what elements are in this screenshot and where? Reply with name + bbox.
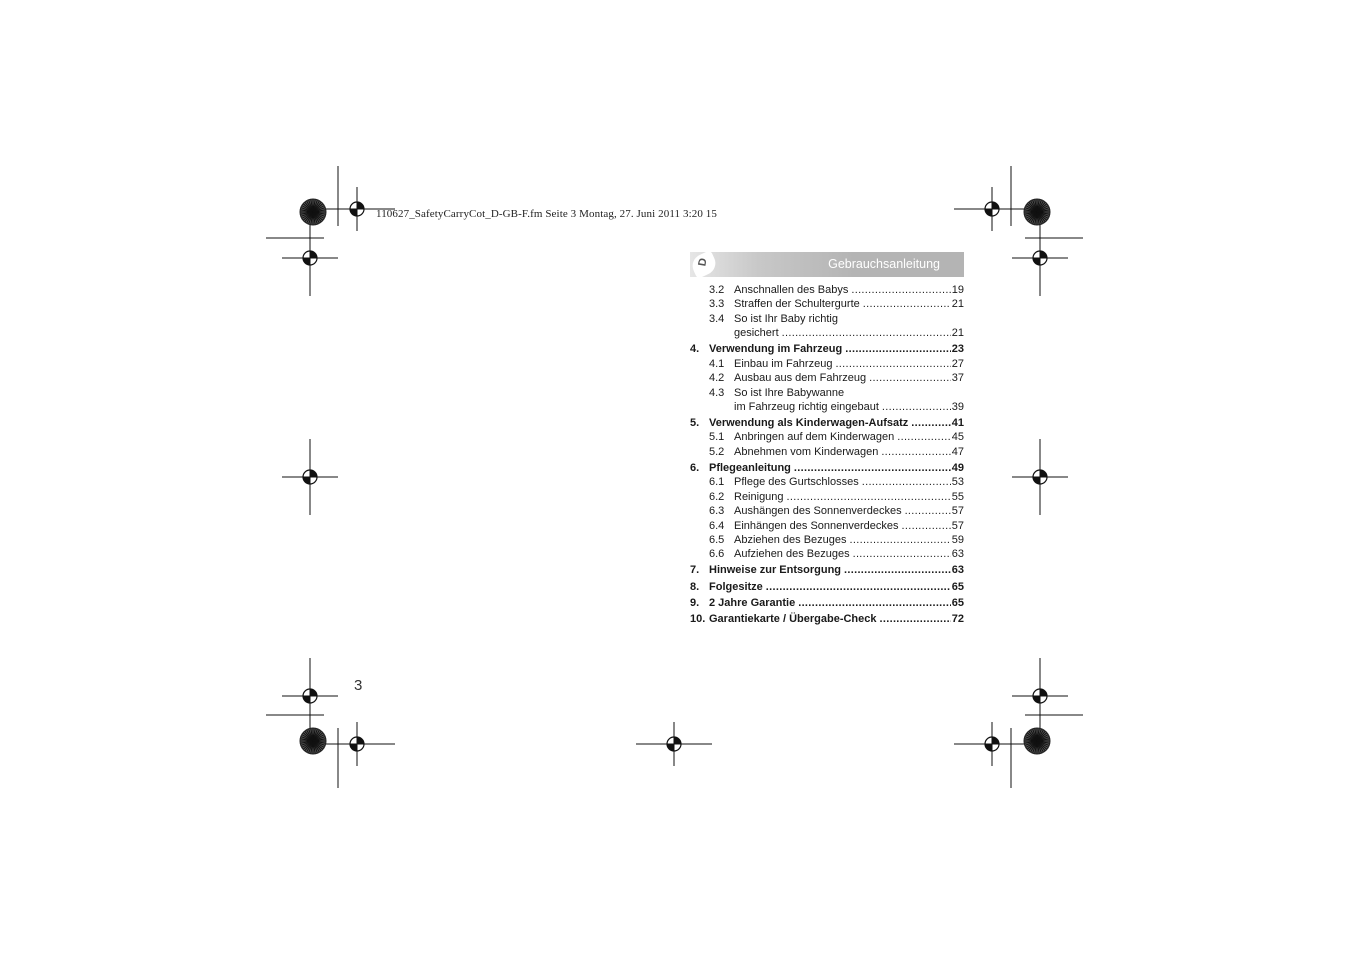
toc-chapter-number: 8. (690, 580, 700, 593)
toc-entry-title: So ist Ihr Baby richtig (734, 312, 838, 325)
toc-entry-number: 4.2 (709, 372, 725, 385)
toc-entry-page: 37 (951, 372, 964, 385)
toc-entry-number: 3.2 (709, 284, 725, 296)
toc-entry[interactable] (690, 371, 964, 385)
toc-entry[interactable] (690, 283, 964, 297)
toc-entry-number: 3.3 (709, 298, 725, 311)
toc-entry-page: 39 (951, 400, 964, 413)
toc-entry-page: 45 (951, 431, 964, 444)
toc-leader-dots (794, 461, 951, 475)
toc-chapter[interactable] (690, 416, 964, 430)
toc-entry-page: 63 (951, 548, 964, 561)
toc-leader-dots (835, 357, 950, 371)
toc-leader-dots (766, 580, 951, 594)
toc-entry-number: 6.2 (709, 490, 725, 503)
toc-chapter[interactable] (690, 596, 964, 610)
toc-chapter-number: 10. (690, 612, 706, 625)
toc-leader-dots (853, 547, 951, 561)
toc-entry-title: Pflege des Gurtschlosses (734, 476, 859, 489)
toc-chapter-title: Hinweise zur Entsorgung (709, 564, 842, 577)
toc-entry-title: Aushängen des Sonnenverdeckes (734, 505, 902, 518)
toc-chapter-page: 65 (951, 596, 964, 609)
toc-entry-page: 55 (951, 490, 964, 503)
toc-entry-number: 6.4 (709, 519, 725, 532)
toc-chapter[interactable] (690, 563, 964, 577)
toc-chapter-page: 72 (951, 612, 964, 625)
toc-entry[interactable] (690, 386, 964, 400)
toc-chapter[interactable] (690, 580, 964, 594)
toc-entry-continuation[interactable] (690, 400, 964, 414)
print-slug-line: 110627_SafetyCarryCot_D-GB-F.fm Seite 3 Montag, 27. Juni 2011 3:20 15 (376, 208, 717, 220)
toc-entry-title: Einhängen des Sonnenverdeckes (734, 519, 899, 532)
toc-entry-title: Abnehmen vom Kinderwagen (734, 445, 879, 458)
toc-leader-dots (850, 533, 951, 547)
toc-entry-continuation[interactable] (690, 326, 964, 340)
toc-entry-title: So ist Ihre Babywanne (734, 386, 845, 399)
toc-entry-title: Anbringen auf dem Kinderwagen (734, 431, 895, 444)
toc-entry-title: Abziehen des Bezuges (734, 533, 847, 546)
toc-chapter[interactable] (690, 342, 964, 356)
toc-chapter-number: 4. (690, 343, 700, 356)
toc-leader-dots (851, 283, 950, 297)
toc-entry-page: 53 (951, 476, 964, 489)
toc-entry[interactable] (690, 312, 964, 326)
toc-chapter-title: Folgesitze (709, 580, 763, 593)
toc-entry-number: 6.1 (709, 476, 725, 489)
toc-chapter-page: 23 (951, 343, 964, 356)
toc-entry-page: 47 (951, 445, 964, 458)
toc-leader-dots (902, 519, 951, 533)
toc-leader-dots (844, 563, 951, 577)
toc-leader-dots (798, 596, 951, 610)
toc-leader-dots (905, 504, 951, 518)
toc-chapter-title: Garantiekarte / Übergabe-Check (709, 612, 877, 625)
toc-entry[interactable] (690, 357, 964, 371)
toc-entry-title: Reinigung (734, 490, 784, 503)
toc-leader-dots (863, 297, 951, 311)
page-number: 3 (354, 677, 363, 694)
toc-entry-page: 57 (951, 519, 964, 532)
toc-entry-number: 3.4 (709, 312, 725, 325)
toc-chapter-title: Verwendung als Kinderwagen-Aufsatz (709, 417, 909, 430)
toc-leader-dots (869, 371, 951, 385)
toc-leader-dots (882, 400, 951, 414)
toc-chapter-page: 63 (951, 564, 964, 577)
toc-leader-dots (787, 490, 951, 504)
toc-entry-page: 19 (951, 284, 964, 296)
toc-entry[interactable] (690, 547, 964, 561)
toc-chapter-page: 41 (951, 417, 964, 430)
toc-entry-title: im Fahrzeug richtig eingebaut (734, 400, 879, 413)
toc-entry[interactable] (690, 519, 964, 533)
toc-chapter[interactable] (690, 461, 964, 475)
toc-entry-title: Ausbau aus dem Fahrzeug (734, 372, 867, 385)
toc-entry[interactable] (690, 445, 964, 459)
toc-entry-number: 6.3 (709, 505, 725, 518)
toc-entry-page: 21 (951, 298, 964, 311)
toc-entry-page: 27 (951, 357, 964, 370)
toc-entry-number: 6.6 (709, 548, 725, 561)
section-header-bar (690, 252, 964, 277)
toc-entry-title: Straffen der Schultergurte (734, 298, 860, 311)
toc-chapter-number: 7. (690, 564, 700, 577)
toc-entry-number: 4.3 (709, 386, 725, 399)
toc-entry-title: gesichert (734, 327, 779, 340)
section-title: Gebrauchsanleitung (828, 257, 940, 271)
toc-leader-dots (911, 416, 950, 430)
toc-entry-title: Anschnallen des Babys (734, 284, 849, 296)
toc-leader-dots (881, 445, 950, 459)
toc-entry[interactable] (690, 533, 964, 547)
toc-entry[interactable] (690, 504, 964, 518)
toc-entry-page: 21 (951, 327, 964, 340)
toc-chapter-title: Pflegeanleitung (709, 461, 791, 474)
toc-entry-page: 57 (951, 505, 964, 518)
toc-leader-dots (845, 342, 951, 356)
toc-entry[interactable] (690, 475, 964, 489)
toc-leader-dots (862, 475, 951, 489)
toc-chapter-number: 9. (690, 596, 700, 609)
toc-chapter-title: Verwendung im Fahrzeug (709, 343, 843, 356)
toc-leader-dots (782, 326, 951, 340)
toc-entry[interactable] (690, 430, 964, 444)
toc-entry-number: 5.1 (709, 431, 725, 444)
toc-chapter-number: 5. (690, 417, 700, 430)
toc-leader-dots (897, 430, 951, 444)
toc-entry-number: 6.5 (709, 533, 725, 546)
table-of-contents (690, 283, 964, 626)
toc-leader-dots (880, 612, 951, 626)
toc-entry[interactable] (690, 490, 964, 504)
toc-chapter-page: 49 (951, 461, 964, 474)
toc-entry-page: 59 (951, 533, 964, 546)
toc-entry-title: Aufziehen des Bezuges (734, 548, 850, 561)
toc-chapter-number: 6. (690, 461, 700, 474)
toc-entry-number: 5.2 (709, 445, 725, 458)
toc-entry[interactable] (690, 297, 964, 311)
toc-entry-title: Einbau im Fahrzeug (734, 357, 833, 370)
toc-chapter-page: 65 (951, 580, 964, 593)
language-tab-letter: D (696, 257, 710, 268)
toc-chapter-title: 2 Jahre Garantie (709, 596, 796, 609)
toc-entry-number: 4.1 (709, 357, 725, 370)
toc-chapter[interactable] (690, 612, 964, 626)
